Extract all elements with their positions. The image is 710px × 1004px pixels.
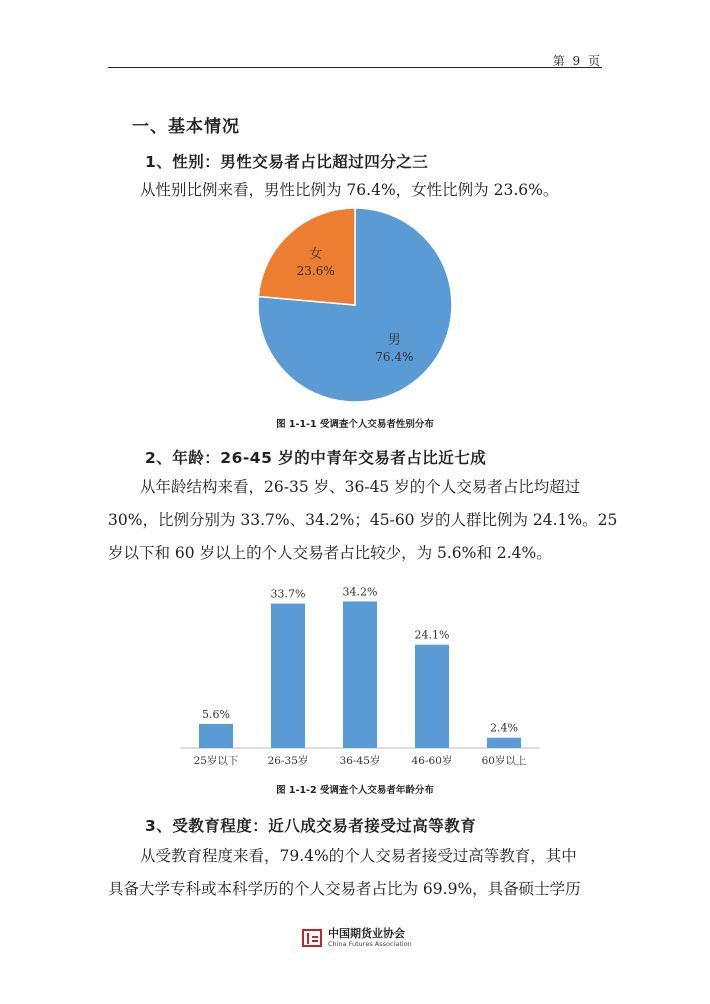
x-tick-label: 25岁以下 (193, 755, 239, 767)
paragraph-line: 从受教育程度来看，79.4%的个人交易者接受过高等教育，其中 (140, 847, 577, 865)
bar-value-label: 2.4% (490, 721, 518, 735)
education-heading: 3、受教育程度：近八成交易者接受过高等教育 (145, 817, 477, 835)
fig1-caption: 图 1-1-1 受调查个人交易者性别分布 (276, 419, 434, 430)
pie-slice-label: 男 (387, 332, 401, 348)
gender-heading: 1、性别：男性交易者占比超过四分之三 (145, 153, 429, 171)
x-tick-label: 60岁以上 (481, 755, 527, 767)
x-tick-label: 36-45岁 (339, 755, 381, 767)
fig2-caption: 图 1-1-2 受调查个人交易者年龄分布 (276, 785, 434, 796)
paragraph-line: 从年龄结构来看，26-35 岁、36-45 岁的个人交易者占比均超过 (140, 478, 581, 496)
paragraph-line: 从性别比例来看，男性比例为 76.4%，女性比例为 23.6%。 (140, 181, 559, 199)
gender-pie-chart (250, 205, 460, 405)
bar (271, 604, 305, 748)
bar (415, 645, 449, 748)
pie-slice-value: 23.6% (296, 264, 335, 279)
cfa-logo-icon (302, 929, 322, 947)
bar-value-label: 33.7% (270, 587, 306, 601)
pie-slice-value: 76.4% (375, 349, 414, 364)
org-name-cn: 中国期货业协会 (328, 927, 405, 940)
age-heading: 2、年龄：26-45 岁的中青年交易者占比近七成 (145, 449, 487, 467)
bar-value-label: 34.2% (342, 585, 378, 599)
page-number: 第 9 页 (552, 54, 602, 68)
org-name-en: China Futures Association (328, 940, 412, 948)
bar-value-label: 5.6% (202, 708, 230, 721)
section-title: 一、基本情况 (132, 117, 240, 137)
paragraph-line: 具备大学专科或本科学历的个人交易者占比为 69.9%，具备硕士学历 (108, 880, 581, 898)
bar (199, 724, 233, 748)
bar-value-label: 24.1% (414, 628, 450, 642)
pie-slice-label: 女 (309, 247, 323, 263)
paragraph-line: 岁以下和 60 岁以上的个人交易者占比较少，为 5.6%和 2.4%。 (108, 544, 552, 562)
gender-paragraph (108, 174, 604, 207)
bar (343, 601, 377, 748)
age-paragraph (108, 471, 618, 570)
header-rule (108, 67, 602, 68)
age-bar-chart (180, 570, 540, 775)
footer-logo (302, 928, 412, 948)
bar (487, 738, 521, 748)
x-tick-label: 26-35岁 (267, 755, 309, 767)
pie-slice-female (258, 208, 355, 305)
x-tick-label: 46-60岁 (411, 755, 453, 767)
education-paragraph (108, 840, 604, 906)
paragraph-line: 30%，比例分别为 33.7%、34.2%；45-60 岁的人群比例为 24.1%。25 (108, 511, 618, 529)
